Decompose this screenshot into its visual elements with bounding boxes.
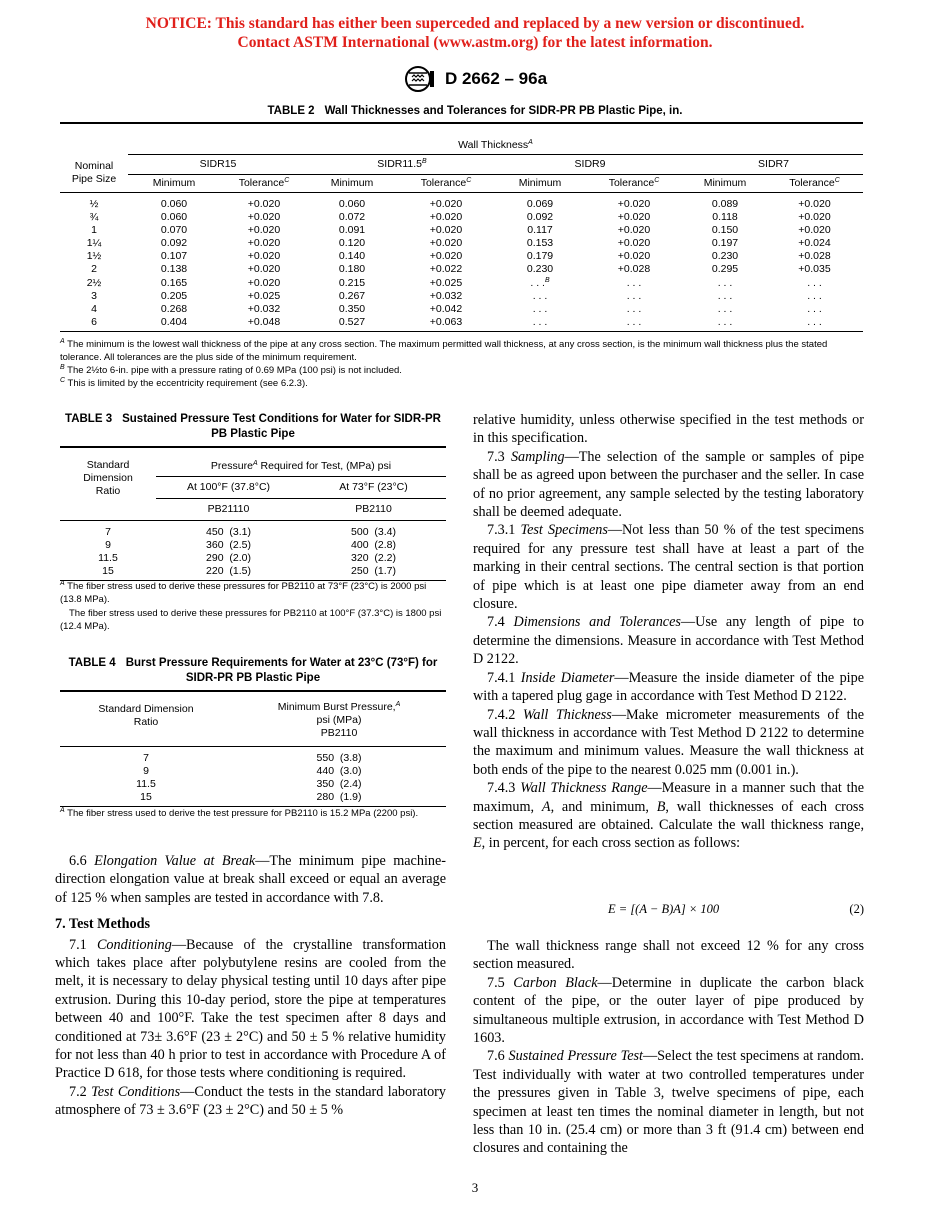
table3-pressure: 290 (2.0) <box>206 551 251 564</box>
table3-pressure: 220 (1.5) <box>156 565 301 581</box>
notice-line-2: Contact ASTM International (www.astm.org) for the latest information. <box>237 34 713 51</box>
table2-row <box>60 250 863 263</box>
table2-row <box>60 263 863 276</box>
table2-cell: 0.069 <box>496 192 584 211</box>
table2-pipe-size: 2 <box>91 263 97 276</box>
table2-cell: +0.020 <box>617 223 651 236</box>
table2-cell: . . . <box>717 289 733 302</box>
para-7-2-continued: relative humidity, unless otherwise specified in the test methods or in this specification. <box>473 412 864 447</box>
table3 <box>60 456 446 581</box>
table2-cell: . . . <box>532 302 548 315</box>
table2-group-sidr9: SIDR9 <box>496 154 684 174</box>
table2-cell: +0.020 <box>798 223 831 236</box>
table4-burst-pressure: 440 (3.0) <box>316 764 362 777</box>
table4-title: Burst Pressure Requirements for Water at 23°C (73°F) for SIDR-PR PB Plastic Pipe <box>125 657 438 684</box>
table2-sub-min: Minimum <box>518 177 562 189</box>
table2-super-header: Wall Thickness$^A$ <box>128 136 863 154</box>
table2-group-sidr7: SIDR7 <box>684 154 863 174</box>
table2-cell: 0.268 <box>160 302 188 315</box>
table2-footnote-a: $^A$ The minimum is the lowest wall thickness of the pipe at any cross section. The maximum permitted wall thickness, at any cross section, is the minimum wall thickness plus the stated tolerance. All tolerances are the plus side of the minimum requirement. <box>60 338 828 363</box>
table2-pipe-size: ½ <box>60 192 128 211</box>
table2-cell: 0.060 <box>308 192 396 211</box>
table2-cell: 0.404 <box>128 316 220 332</box>
table2-sub-min: Minimum <box>703 177 747 189</box>
table3-col1-header: At 100°F (37.8°C) <box>156 476 301 498</box>
table2-cell: 0.180 <box>338 263 366 276</box>
table2-title: Wall Thicknesses and Tolerances for SIDR-PR PB Plastic Pipe, in. <box>324 105 683 117</box>
table2-cell: . . . <box>584 316 684 332</box>
table2-pipe-size: 3 <box>91 289 97 302</box>
table2-cell: 0.060 <box>128 192 220 211</box>
table4-row <box>60 791 446 807</box>
right-column-text-top <box>473 411 864 853</box>
table3-row <box>60 552 446 565</box>
table2-cell: 0.092 <box>160 236 188 249</box>
para-7-3-1: 7.3.1 Test Specimens—Not less than 50 % of the test specimens required for any pressure test shall have at least a part of the marking in their central sections. The central section is that portion of pipe which is at least one pipe diameter away from an end closure. <box>473 522 864 613</box>
table2-cell: +0.020 <box>220 192 308 211</box>
table3-pressure: 360 (2.5) <box>206 538 251 551</box>
table2-cell: +0.020 <box>247 236 281 249</box>
table2-cell: +0.022 <box>429 263 463 276</box>
table2-cell: 0.060 <box>160 210 188 223</box>
table2-cell: 0.350 <box>338 302 366 315</box>
table3-footnote-a: $^A$ The fiber stress used to derive these pressures for PB2110 at 73°F (23°C) is 2000 psi (13.8 MPa). <box>60 580 427 605</box>
equation-formula: E = [(A − B)A] × 100 <box>608 902 720 916</box>
table2-pipe-size: 6 <box>60 316 128 332</box>
table2-cell: 0.091 <box>338 223 366 236</box>
table2-sub-tol: Tolerance$^C$ <box>238 177 290 189</box>
table3-col1-material: PB21110 <box>207 503 250 515</box>
table4-burst-pressure: 280 (1.9) <box>232 791 446 807</box>
table2-cell: 0.295 <box>711 263 739 276</box>
table2-footnote-c: $^C$ This is limited by the eccentricity requirement (see 6.2.3). <box>60 377 308 389</box>
table2-cell: . . . <box>626 289 642 302</box>
table2-pipe-size: 4 <box>91 302 97 315</box>
table2-cell: . . . <box>626 302 642 315</box>
table2 <box>60 136 863 332</box>
table2-caption <box>87 104 863 119</box>
table2-cell: . . . <box>766 316 863 332</box>
table2-cell: 0.118 <box>712 210 738 223</box>
table4-ratio: 7 <box>60 746 232 765</box>
table2-cell: +0.048 <box>220 316 308 332</box>
table2-cell: +0.024 <box>798 236 831 249</box>
table2-cell: +0.028 <box>798 250 831 263</box>
table4-footnote: $^A$ The fiber stress used to derive the test pressure for PB2110 is 15.2 MPa (2200 psi). <box>60 807 419 819</box>
para-7-4-2: 7.4.2 Wall Thickness—Make micrometer measurements of the wall thickness in accordance with Test Method D 2122 to determine the maximum and minimum values. Measure the wall thickness at both ends of the pipe to the nearest 0.025 mm (0.001 in.). <box>473 706 865 778</box>
table2-cell: 0.153 <box>526 236 554 249</box>
table2-cell: 0.165 <box>160 276 188 289</box>
table2-cell: 0.072 <box>338 210 366 223</box>
table2-cell: . . . <box>532 289 548 302</box>
table2-cell: +0.025 <box>429 276 463 289</box>
para-7-3: 7.3 Sampling—The selection of the sample or samples of pipe shall be as agreed upon between the purchaser and the seller. In case of no prior agreement, any sample selected by the testing laboratory shall be deemed adequate. <box>473 448 865 521</box>
table2-row <box>60 303 863 316</box>
table2-cell: +0.063 <box>396 316 496 332</box>
table2-pipe-size: ¾ <box>89 210 99 223</box>
table4-label: TABLE 4 <box>68 657 116 669</box>
table2-cell: 0.107 <box>160 250 188 263</box>
table4-ratio: 11.5 <box>136 777 156 790</box>
table2-group-sidr15: SIDR15 <box>128 154 308 174</box>
table2-subheader-row <box>60 174 863 192</box>
notice-line-1: NOTICE: This standard has either been superceded and replaced by a new version or discontinued. <box>145 15 805 32</box>
table3-pressure-header: Pressure$^A$ Required for Test, (MPa) psi <box>156 456 446 476</box>
section-7-heading: 7. Test Methods <box>55 916 150 933</box>
table2-cell: +0.020 <box>617 250 651 263</box>
table2-cell: 0.092 <box>526 210 554 223</box>
table2-cell: . . . <box>807 276 822 289</box>
table2-cell: . . .$^B$ <box>530 276 550 289</box>
table3-row <box>60 539 446 552</box>
table2-cell: 0.215 <box>338 276 366 289</box>
table3-ratio: 15 <box>60 565 156 581</box>
table2-cell: +0.020 <box>396 192 496 211</box>
table2-cell: . . . <box>684 316 766 332</box>
table2-row <box>60 316 863 332</box>
table2-sub-tol: Tolerance$^C$ <box>789 177 840 189</box>
table2-pipe-size: 2½ <box>86 276 102 289</box>
table3-title: Sustained Pressure Test Conditions for Water for SIDR-PR PB Plastic Pipe <box>122 413 441 440</box>
table2-cell: 0.205 <box>160 289 188 302</box>
table2-cell: +0.020 <box>247 263 281 276</box>
table3-label: TABLE 3 <box>65 413 113 425</box>
para-7-4-1: 7.4.1 Inside Diameter—Measure the inside diameter of the pipe with a tapered plug gage in accordance with Test Method D 2122. <box>473 669 865 705</box>
table3-pressure: 320 (2.2) <box>351 551 396 564</box>
table2-pipe-size: 1 <box>91 223 97 236</box>
table2-cell: . . . <box>496 316 584 332</box>
table2-cell: . . . <box>717 302 733 315</box>
table2-cell: . . . <box>717 276 733 289</box>
table2-row <box>60 211 863 224</box>
table2-cell: +0.020 <box>429 250 463 263</box>
table2-pipe-size: 1¼ <box>86 236 102 249</box>
table2-cell: 0.150 <box>711 223 739 236</box>
table2-cell: +0.020 <box>247 210 281 223</box>
table3-ratio: 7 <box>60 520 156 539</box>
table2-sub-min: Minimum <box>152 177 196 189</box>
table4-top-rule <box>60 690 446 692</box>
table4-burst-pressure: 350 (2.4) <box>316 777 362 790</box>
table4-ratio: 15 <box>60 791 232 807</box>
right-column-text-bottom <box>473 937 864 1158</box>
table2-cell: . . . <box>807 302 822 315</box>
table4-burst-pressure: 550 (3.8) <box>232 746 446 765</box>
page-number: 3 <box>471 1180 479 1195</box>
table2-cell: +0.020 <box>429 223 463 236</box>
table2-cell: +0.032 <box>247 302 281 315</box>
para-7-1: 7.1 Conditioning—Because of the crystalline transformation which takes place after polybutylene resins are cooled from the melt, it is necessary to delay physical testing until 10 days after pipe extrusion. During this 10-day period, store the pipe at temperatures between 40 and 100°F. Take the test specimen after 8 days and conditioned at 73± 3.6°F (23 ± 2°C) and 50 ± 5 % relative humidity for not less than 40 h prior to test in accordance with Procedure A of Practice D 618, for those tests where conditioning is required. <box>55 936 446 1082</box>
designation-code: D 2662 – 96a <box>444 69 548 88</box>
table3-pressure: 250 (1.7) <box>301 565 446 581</box>
table4-col1-header: Standard Dimension Ratio <box>98 703 194 728</box>
table4-row <box>60 765 446 778</box>
table2-footnote-b: $^B$ The 2½to 6-in. pipe with a pressure rating of 0.69 MPa (100 psi) is not included. <box>60 364 402 376</box>
table4-row <box>60 746 446 765</box>
left-column-text <box>55 852 446 1120</box>
table2-cell: 0.230 <box>711 250 739 263</box>
table3-row <box>60 520 446 539</box>
table2-cell: +0.035 <box>798 263 831 276</box>
table2-row <box>60 192 863 211</box>
table4-col2-header: Minimum Burst Pressure,$^A$ psi (MPa) PB2110 <box>277 701 401 739</box>
table4-ratio: 9 <box>143 764 149 777</box>
table2-cell: 0.140 <box>338 250 366 263</box>
table2-cell: . . . <box>807 289 822 302</box>
table2-cell: 0.120 <box>338 236 366 249</box>
table2-cell: 0.197 <box>711 236 739 249</box>
table3-pressure: 450 (3.1) <box>156 520 301 539</box>
table3-col2-header: At 73°F (23°C) <box>301 476 446 498</box>
table2-group-sidr11-5: $SIDR11.5^B$ <box>308 154 496 174</box>
table2-cell: 0.117 <box>527 223 553 236</box>
table3-row-header: Standard Dimension Ratio <box>83 459 133 497</box>
table2-cell: 0.138 <box>160 263 188 276</box>
table2-cell: +0.028 <box>617 263 651 276</box>
table4-row <box>60 778 446 791</box>
table2-row <box>60 224 863 237</box>
table3-pressure: 400 (2.8) <box>351 538 396 551</box>
table2-cell: +0.020 <box>247 250 281 263</box>
table3-ratio: 9 <box>105 538 111 551</box>
table2-cell: +0.020 <box>617 210 651 223</box>
table3-caption <box>60 412 446 442</box>
table2-cell: +0.020 <box>798 210 831 223</box>
para-6-6: 6.6 Elongation Value at Break—The minimum pipe machine-direction elongation value at break shall exceed or equal an average of 125 % when samples are tested in accordance with 7.8. <box>55 853 447 906</box>
table2-row-header: Nominal Pipe Size <box>71 159 117 185</box>
table2-cell: +0.042 <box>429 302 463 315</box>
table3-pressure: 500 (3.4) <box>301 520 446 539</box>
table2-label: TABLE 2 <box>267 105 315 117</box>
table2-cell: +0.025 <box>247 289 281 302</box>
table2-cell: 0.070 <box>160 223 188 236</box>
table2-cell: +0.020 <box>766 192 863 211</box>
table3-footnote-2: The fiber stress used to derive these pressures for PB2110 at 100°F (37.3°C) is 1800 psi (12.4 MPa). <box>60 608 442 632</box>
table3-ratio: 11.5 <box>98 551 118 564</box>
table2-sub-tol: Tolerance$^C$ <box>608 177 660 189</box>
table2-top-rule <box>60 122 863 124</box>
table3-top-rule <box>60 446 446 448</box>
table2-cell: 0.527 <box>308 316 396 332</box>
table2-cell: +0.020 <box>247 223 281 236</box>
table2-cell: 0.179 <box>526 250 554 263</box>
designation-header <box>0 64 950 94</box>
table4 <box>60 700 446 807</box>
table2-cell: +0.020 <box>584 192 684 211</box>
table2-sub-tol: Tolerance$^C$ <box>420 177 472 189</box>
astm-logo-icon <box>403 64 437 94</box>
equation-number: (2) <box>849 902 864 916</box>
para-7-2: 7.2 Test Conditions—Conduct the tests in the standard laboratory atmosphere of 73 ± 3.6°F (23 ± 2°C) and 50 ± 5 % <box>55 1083 446 1119</box>
table2-pipe-size: 1½ <box>86 250 102 263</box>
table2-row <box>60 237 863 250</box>
table2-cell: 0.089 <box>684 192 766 211</box>
para-7-6: 7.6 Sustained Pressure Test—Select the test specimens at random. Test individually with water at two controlled temperatures under the pressures given in Table 3, twelve specimens of pipe, each specimen at least ten times the nominal diameter in length, but not less than 10 in. (25.4 cm) or more than 3 ft (91.4 cm) between end closures and containing the <box>473 1048 864 1157</box>
table4-caption <box>60 656 446 686</box>
table2-sub-min: Minimum <box>330 177 374 189</box>
table3-col2-material: PB2110 <box>355 503 392 515</box>
table2-cell: +0.020 <box>617 236 651 249</box>
table2-cell: 0.267 <box>338 289 366 302</box>
table2-cell: +0.020 <box>429 236 463 249</box>
para-7-4: 7.4 Dimensions and Tolerances—Use any length of pipe to determine the dimensions. Measure in accordance with Test Method D 2122. <box>473 614 864 668</box>
table2-cell: . . . <box>626 276 642 289</box>
table2-cell: +0.020 <box>429 210 463 223</box>
notice-banner <box>0 14 950 52</box>
table2-cell: +0.032 <box>429 289 463 302</box>
table2-row <box>60 290 863 303</box>
table2-row <box>60 276 863 289</box>
para-7-4-3: 7.4.3 Wall Thickness Range—Measure in a manner such that the maximum, A, and minimum, B, wall thicknesses of each cross section measured are obtained. Calculate the wall thickness range, E, in percent, for each cross section as follows: <box>473 780 864 852</box>
table2-cell: +0.020 <box>247 276 281 289</box>
table2-cell: 0.230 <box>526 263 554 276</box>
para-7-4-3-after: The wall thickness range shall not exceed 12 % for any cross section measured. <box>473 938 864 973</box>
para-7-5: 7.5 Carbon Black—Determine in duplicate the carbon black content of the pipe, or the outer layer of pipe produced by simultaneous multiple extrusion, in accordance with Test Method D 1603. <box>473 974 865 1047</box>
table3-row <box>60 565 446 581</box>
